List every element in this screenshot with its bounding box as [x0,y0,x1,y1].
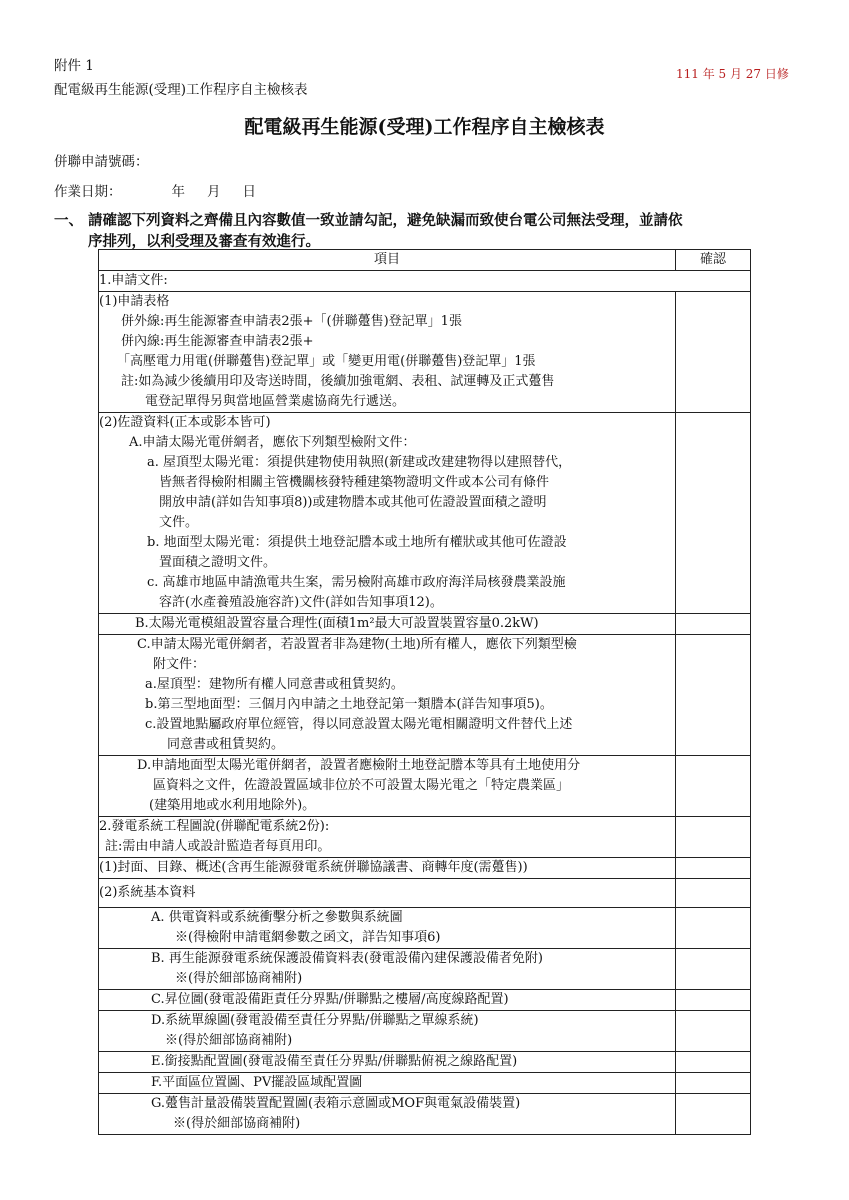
instruction-line-1: 請確認下列資料之齊備且內容數值一致並請勾記，避免缺漏而致使台電公司無法受理，並請依 [88,212,683,229]
table-header-row [99,250,751,271]
confirm-cell[interactable] [676,817,751,858]
item-line: 容許(水產養殖設施容許)文件(詳如告知事項12)。 [159,595,443,610]
confirm-cell[interactable] [676,858,751,879]
day-label: 日 [242,184,256,200]
item-line: G.躉售計量設備裝置配置圖(表箱示意圖或MOF與電氣設備裝置) [151,1096,521,1111]
item-line: (建築用地或水利用地除外)。 [149,798,316,813]
month-label: 月 [207,184,221,200]
item-note: ※(得於細部協商補附) [173,1116,301,1131]
item-line: C.申請太陽光電併網者，若設置者非為建物(土地)所有權人，應依下列類型檢 [137,637,577,652]
item-line: 併內線:再生能源審查申請表2張+ [121,334,314,349]
section-2-note: 註:需由申請人或設計監造者每頁用印。 [105,839,331,854]
section-2-title: 2.發電系統工程圖說(併聯配電系統2份): [99,819,330,834]
item-line: A. 供電資料或系統衝擊分析之參數與系統圖 [151,910,403,925]
table-row [99,635,751,756]
item-line: C.昇位圖(發電設備距責任分界點/併聯點之樓層/高度線路配置) [151,992,509,1007]
item-line: B. 再生能源發電系統保護設備資料表(發電設備內建保護設備者免附) [151,951,543,966]
page-title: 配電級再生能源(受理)工作程序自主檢核表 [244,116,605,138]
instruction-line-2: 序排列，以利受理及審查有效進行。 [88,233,320,250]
table-row [99,990,751,1011]
table-row [99,817,751,858]
item-line: 同意書或租賃契約。 [167,737,285,752]
section-1-title: 1.申請文件: [99,273,168,288]
item-note: 電登記單得另與當地區營業處協商先行遞送。 [145,394,406,409]
table-row [99,879,751,908]
item-line: F.平面區位置圖、PV擺設區域配置圖 [151,1075,363,1090]
table-row [99,1094,751,1135]
item-line: b. 地面型太陽光電：須提供土地登記謄本或土地所有權狀或其他可佐證設 [147,535,567,550]
confirm-cell[interactable] [676,756,751,817]
work-date-label: 作業日期： [54,184,122,200]
confirm-cell[interactable] [676,879,751,908]
confirm-cell[interactable] [676,908,751,949]
item-line: 置面積之證明文件。 [159,555,277,570]
year-label: 年 [171,184,185,200]
column-header-confirm: 確認 [676,250,751,271]
item-line: c. 高雄市地區申請漁電共生案，需另檢附高雄市政府海洋局核發農業設施 [147,575,566,590]
work-date-field [54,180,256,200]
item-application-forms: (1)申請表格 [99,294,170,309]
item-cover-toc: (1)封面、目錄、概述(含再生能源發電系統併聯協議書、商轉年度(需躉售)) [99,860,528,875]
table-row [99,908,751,949]
instruction-number: 一、 [54,212,83,229]
confirm-cell[interactable] [676,1052,751,1073]
instruction-paragraph [54,210,798,252]
item-line: 區資料之文件，佐證設置區域非位於不可設置太陽光電之「特定農業區」 [153,778,570,793]
application-number-label: 併聯申請號碼： [54,154,149,170]
item-line: D.系統單線圖(發電設備至責任分界點/併聯點之單線系統) [151,1013,479,1028]
item-line: B.太陽光電模組設置容量合理性(面積1m²最大可設置裝置容量0.2kW) [135,616,539,631]
confirm-cell[interactable] [676,1094,751,1135]
item-note: ※(得檢附申請電網參數之函文，詳告知事項6) [175,930,441,945]
item-note: ※(得於細部協商補附) [175,971,303,986]
table-row [99,292,751,413]
confirm-cell[interactable] [676,1073,751,1094]
confirm-cell[interactable] [676,1011,751,1052]
item-line: D.申請地面型太陽光電併網者，設置者應檢附土地登記謄本等具有土地使用分 [137,758,581,773]
confirm-cell[interactable] [676,292,751,413]
item-line: 「高壓電力用電(併聯躉售)登記單」或「變更用電(併聯躉售)登記單」1張 [117,354,536,369]
item-note: ※(得於細部協商補附) [165,1033,293,1048]
confirm-cell[interactable] [676,635,751,756]
form-name-header: 配電級再生能源(受理)工作程序自主檢核表 [54,82,308,98]
item-line: E.銜接點配置圖(發電設備至責任分界點/併聯點俯視之線路配置) [151,1054,518,1069]
table-row [99,949,751,990]
item-line: 併外線:再生能源審查申請表2張+「(併聯躉售)登記單」1張 [121,314,462,329]
item-line: c.設置地點屬政府單位經管，得以同意設置太陽光電相關證明文件替代上述 [145,717,573,732]
item-line: 文件。 [159,515,199,530]
item-line: 開放申請(詳如告知事項8))或建物謄本或其他可佐證設置面積之證明 [159,495,547,510]
table-row [99,271,751,292]
table-row [99,756,751,817]
item-line: 皆無者得檢附相關主管機關核發特種建築物證明文件或本公司有條件 [159,475,550,490]
table-row [99,413,751,614]
application-number-field [54,150,149,170]
table-row [99,858,751,879]
table-row [99,1052,751,1073]
checklist-table [98,249,751,1135]
item-line: a.屋頂型：建物所有權人同意書或租賃契約。 [145,677,404,692]
item-line: b.第三型地面型：三個月內申請之土地登記第一類謄本(詳告知事項5)。 [145,697,553,712]
table-row [99,1011,751,1052]
confirm-cell[interactable] [676,990,751,1011]
table-row [99,614,751,635]
confirm-cell[interactable] [676,614,751,635]
item-note: 註:如為減少後續用印及寄送時間，後續加強電網、表租、試運轉及正式躉售 [121,374,555,389]
table-row [99,1073,751,1094]
item-line: 附文件： [153,657,206,672]
item-supporting-docs: (2)佐證資料(正本或影本皆可) [99,415,271,430]
item-system-basic-data: (2)系統基本資料 [99,885,196,900]
attachment-label: 附件 1 [54,58,94,74]
item-line: a. 屋頂型太陽光電：須提供建物使用執照(新建或改建建物得以建照替代， [147,455,572,470]
revision-date: 111 年 5 月 27 日修 [676,67,789,81]
confirm-cell[interactable] [676,413,751,614]
column-header-item: 項目 [99,250,676,271]
confirm-cell[interactable] [676,949,751,990]
item-line: A.申請太陽光電併網者，應依下列類型檢附文件： [129,435,416,450]
